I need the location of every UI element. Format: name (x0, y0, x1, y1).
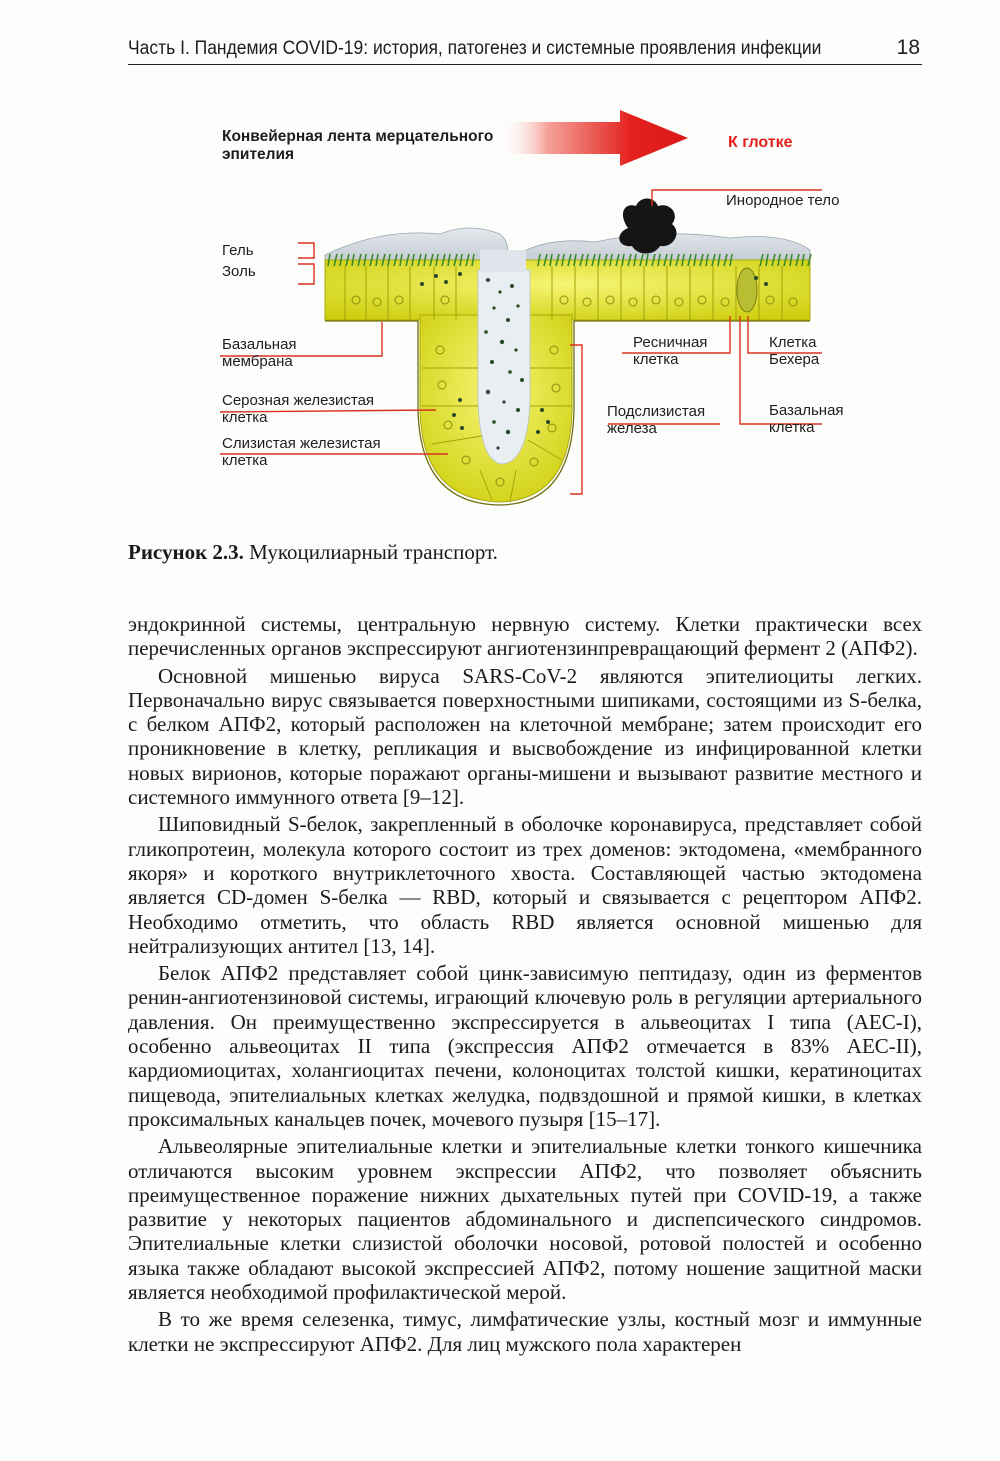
label-basal-membrane-1: Базальная (222, 336, 297, 353)
direction-arrow (500, 110, 688, 166)
label-submucous-gland-2: железа (607, 420, 657, 437)
paragraph: Шиповидный S-белок, закрепленный в оболочке коронавируса, представляет собой гликопротеин, молекула которого состоит из трех доменов: эктодомена, «мембранного якоря» и короткого внутриклеточного хвоста. Составляющей частью эктодомена является CD-домен S-белка — RBD, который и связывается с рецептором АПФ2. Необходимо отметить, что область RBD является основной мишенью для нейтрализующих антител [13, 14]. (128, 812, 922, 958)
caption-text: Мукоцилиарный транспорт. (243, 540, 498, 564)
figure-caption (128, 540, 922, 565)
gland-lumen (478, 270, 530, 464)
label-gel: Гель (222, 242, 254, 259)
paragraph: Альвеолярные эпителиальные клетки и эпителиальные клетки тонкого кишечника отличаются высоким уровнем экспрессии АПФ2, что позволяет объяснить преимущественное поражение нижних дыхательных путей при COVID-19, а также развитие у некоторых пациентов абдоминального и диспепсического синдромов. Эпителиальные клетки слизистой оболочки носовой, ротовой полостей и особенно языка также обладают высокой экспрессией АПФ2, потому ношение защитной маски является необходимой профилактической мерой. (128, 1134, 922, 1305)
paragraph: В то же время селезенка, тимус, лимфатические узлы, костный мозг и иммунные клетки не экспрессируют АПФ2. Для лиц мужского пола характерен (128, 1307, 922, 1356)
label-mucous-cell-2: клетка (222, 452, 268, 469)
label-ciliated-cell-1: Ресничная (633, 334, 708, 351)
label-basal-cell-1: Базальная (769, 402, 844, 419)
label-goblet-cell-1: Клетка (769, 334, 817, 351)
figure-title-line2: эпителия (222, 146, 295, 163)
label-sol: Золь (222, 263, 256, 280)
label-serous-cell-1: Серозная железистая (222, 392, 375, 409)
label-mucous-cell-1: Слизистая железистая (222, 435, 381, 452)
label-ciliated-cell-2: клетка (633, 351, 679, 368)
label-goblet-cell-2: Бехера (769, 351, 820, 368)
running-header (128, 34, 922, 65)
page-number: 18 (896, 36, 920, 59)
caption-label: Рисунок 2.3. (128, 540, 244, 564)
label-submucous-gland-1: Подслизистая (607, 403, 706, 420)
paragraph: эндокринной системы, центральную нервную систему. Клетки практически всех перечисленных органов экспрессируют ангиотензинпревращающий фермент 2 (АПФ2). (128, 612, 922, 661)
paragraph: Основной мишенью вируса SARS-CoV-2 являются эпителиоциты легких. Первоначально вирус связывается поверхностными шипиками, состоящими из S-белка, с белком АПФ2, который расположен на клеточной мембране; затем происходит его проникновение в клетку, репликация и высвобождение из инфицированной клетки новых вирионов, которые поражают органы-мишени и вызывают развитие местного и системного иммунного ответа [9–12]. (128, 663, 922, 810)
goblet-cell (737, 268, 757, 312)
mucus-layer (325, 228, 810, 262)
label-basal-membrane-2: мембрана (222, 353, 293, 370)
body-text (128, 612, 922, 1359)
direction-label: К глотке (728, 134, 793, 151)
label-basal-cell-2: клетка (769, 419, 815, 436)
paragraph: Белок АПФ2 представляет собой цинк-зависимую пептидазу, один из ферментов ренин-ангиотензиновой системы, играющий ключевую роль в регуляции артериального давления. Он преимущественно экспрессируется в альвеоцитах I типа (AEC-I), особенно альвеоцитах II типа (экспрессия АПФ2 отмечается в 83% AEC-II), кардиомиоцитах, холангиоцитах печени, колоноцитах толстой кишки, кератиноцитах пищевода, эпителиальных клетках желудка, подвздошной и прямой кишки, в клетках проксимальных канальцев почек, мочевого пузыря [15–17]. (128, 961, 922, 1131)
running-title: Часть I. Пандемия COVID-19: история, патогенез и системные проявления инфекции (128, 38, 822, 59)
figure-title-line1: Конвейерная лента мерцательного (222, 128, 494, 145)
label-serous-cell-2: клетка (222, 409, 268, 426)
mucociliary-figure (210, 110, 860, 510)
label-foreign-body: Инородное тело (726, 192, 840, 209)
